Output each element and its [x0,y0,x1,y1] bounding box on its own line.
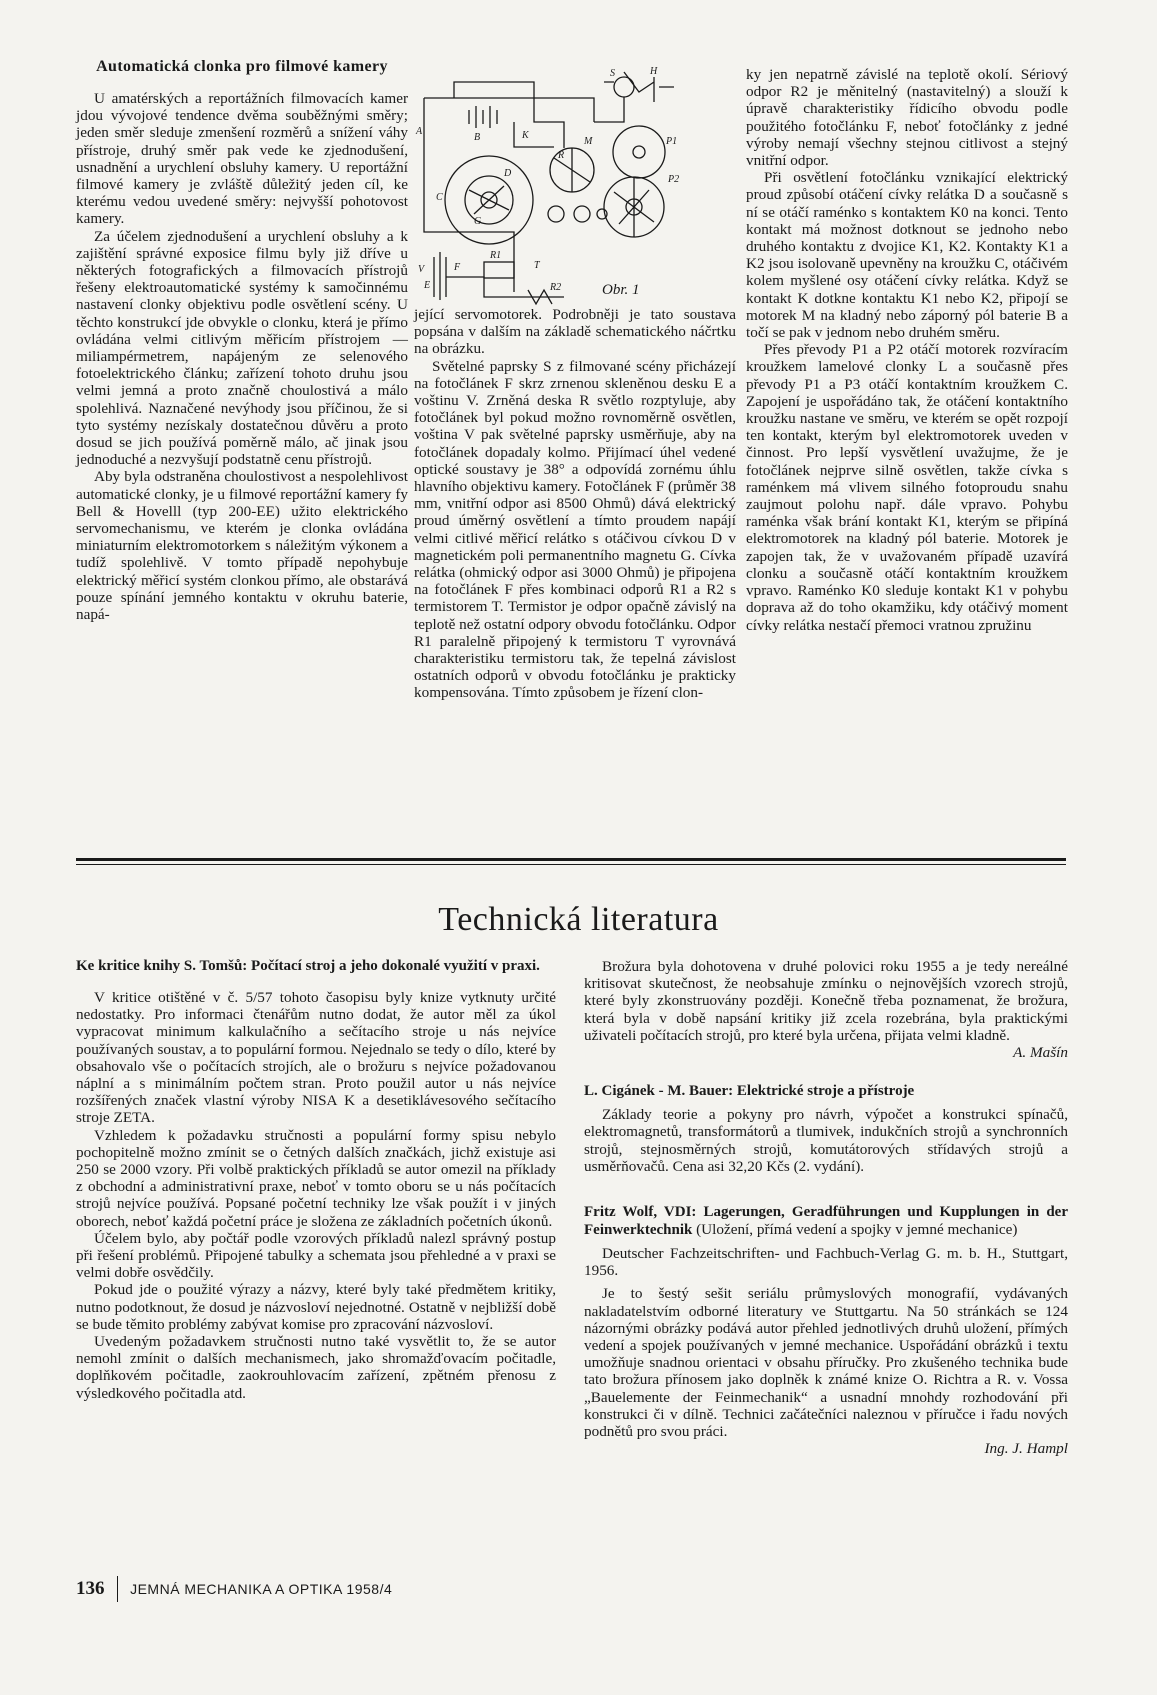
review-signature: Ing. J. Hampl [984,1440,1068,1458]
review-heading-note: (Uložení, přímá vedení a spojky v jemné mechanice) [692,1221,1018,1239]
review-paragraph: Uvedeným požadavkem stručnosti nutno také vysvětlit to, že se autor nemohl zmínit o dalších mechanismech, jako shromažďovacím počitadle, doplňkovém počitadle, zaokrouhlovacím zařízení, zpětném přenosu z výsledkového počitadla atd. [76,1333,556,1402]
review-heading: Ke kritice knihy S. Tomšů: Počítací stroj a jeho dokonalé využití v praxi. [76,958,540,974]
review-paragraph: Je to šestý sešit seriálu průmyslových monografií, vydávaných nakladatelstvím odborné literatury ve Stuttgartu. Na 50 stránkách se 124 názornými obrázky podává autor přehled jednotlivých druhů uložení, přímých vedení a spojek používaných v jemné mechanice. Uspořádání obrázků i textu umožňuje snadnou orientaci v obsahu příručky. Pro zkušeného technika bude tato brožura přínosem jako doplněk k známé knize O. Richtra a R. v. Vossa „Bauelemente der Feinmechanik“ a usnadní mnohdy rozhodování při konstrukci či v dílně. Technici začátečníci naleznou v příručce i řadu nových podnětů pro svou práci. [584,1285,1068,1441]
section-title: Technická literatura [438,901,719,938]
article-column-2 [414,306,736,702]
reviews-column-left [76,958,556,1402]
review-signature: A. Mašín [1013,1044,1068,1062]
article-paragraph: jející servomotorek. Podrobněji je tato soustava popsána v dalším na základě schematického náčrtku na obrázku. [414,306,736,358]
review-paragraph: Účelem bylo, aby počtář podle vzorových příkladů nalezl správný postup při řešení problémů. Připojené tabulky a schemata jsou přehledné a v praxi se velmi dobře osvědčily. [76,1229,556,1282]
review-heading: L. Cigánek - M. Bauer: Elektrické stroje a přístroje [584,1083,915,1100]
figure-label: B [474,132,481,143]
circuit-figure [414,62,736,306]
article-column-3 [746,66,1068,634]
figure-label: T [534,260,540,271]
figure-label: F [454,262,461,273]
article-title: Automatická clonka pro filmové kamery [96,58,388,75]
page-number: 136 [76,1578,105,1599]
figure-label: A [416,126,423,137]
figure-label: K [522,130,529,141]
figure-label: S [610,68,615,79]
figure-label: H [650,66,658,77]
review-heading: Fritz Wolf, VDI: Lagerungen, Geradführungen und Kupplungen in der Feinwerktechnik [584,1204,1068,1239]
figure-label: R [558,150,565,161]
figure-label: P2 [668,174,680,185]
review-paragraph: Vzhledem k požadavku stručnosti a populární formy spisu nebylo pochopitelně možno zmínit se o četných dalších značkách, jichž existuje asi 250 se 2000 vzory. Při volbě praktických příkladů se autor omezil na příklady z obchodní a administrativní praxe, neboť v tomto oboru se u nás počítacích strojů nejvíce používá. Popsané početní techniky lze však použít i v jiných oborech, neboť každá početní práce je složena ze základních početních úkonů. [76,1126,556,1230]
figure-label: C [436,192,443,203]
figure-label: E [424,280,431,291]
article-paragraph: Aby byla odstraněna choulostivost a nespolehlivost automatické clonky, je u filmové reportážní kamery fy Bell & Hovelll (typ 200-EE) užito elektrického servomechanismu, ve kterém je clonka ovládána miniaturním elektromotorkem s náležitým výkonem a tudíž spolehlivě. V tomto případě nepohybuje elektrický měřicí systém clonkou přímo, ale obstarává pouze spínání jemného kontaktu v okruhu baterie, napá- [76,468,408,624]
article-paragraph: ky jen nepatrně závislé na teplotě okolí. Sériový odpor R2 je měnitelný (nastavitelný) a slouží k úpravě charakteristiky řídicího obvodu podle použitého fotočlánku F, neboť fotočlánky z jedné výroby nemají všechny stejnou citlivost a stejný vnitřní odpor. [746,66,1068,170]
review-paragraph: V kritice otištěné v č. 5/57 tohoto časopisu byly knize vytknuty určité nedostatky. Pro informaci čtenářům nutno dodat, že autor měl za úkol vypracovat minimum kalkulačního a sečítacího stroje u nás nejvíce používaných soustav, a to populární formou. Nejednalo se tedy o dílo, které by obsahovalo vše o počítacích strojích, ale o brožuru s nejvíce požadovanou náplní a s minimálním počtem stran. Proto použil autor u nás nejvíce rozšířených značek vlastní výroby NISA K a desetiklávesového sečítacího stroje ZETA. [76,989,556,1127]
footer-separator [117,1576,119,1602]
article-column-1 [76,58,408,623]
figure-label: R2 [550,282,562,293]
page-footer [76,1576,392,1602]
review-paragraph: Pokud jde o použité výrazy a názvy, které byly také předmětem kritiky, nutno podotknout, že dosud je názvosloví nejednotné. Ostatně v nejbližší době se bude těmito problémy zabývat komise pro zpracování názvosloví. [76,1281,556,1333]
figure-label: D [504,168,512,179]
article-paragraph: Při osvětlení fotočlánku vznikající elektrický proud způsobí otáčení cívky relátka D a současně s ní se otáčí raménko s kontaktem K0 na konci. Tento kontakt má možnost dotknout se jednoho nebo druhého kontaktu z dvojice K1, K2. Kontakty K1 a K2 jsou isolovaně upevněny na kroužku C, otáčivém kolem myšlené osy otáčení cívky relátka. Když se kontakt K dotkne kontaktu K1 nebo K2, připojí se motorek M na kladný nebo záporný pól baterie B a točí se pak v jednom nebo druhém směru. [746,169,1068,342]
review-paragraph: Brožura byla dohotovena v druhé polovici roku 1955 a je tedy nereálné kritisovat skutečnost, že neobsahuje zmínku o nejnovějších vzorech strojů, které byly zkonstruovány později. Konečně třeba poznamenat, že brožura, která byla v době napsání kritiky již zcela rozebrána, byla praktickými uživateli počítacích strojů, pro které byla určena, přijata velmi kladně. [584,958,1068,1044]
figure-label: V [418,264,425,275]
section-divider-thick [76,858,1066,861]
figure-label: P1 [666,136,678,147]
article-paragraph: U amatérských a reportážních filmovacích kamer jdou vývojové tendence dvěma souběžnými směry; jeden směr sleduje zmenšení rozměrů a snížení váhy přístroje, druhý směr pak vede ke zjednodušení, usnadnění a urychlení obsluhy kamery. U reportážní filmové kamery je zvláště důležitý jeden cíl, ke kterému vedou uvedené směry: nejvyšší pohotovost kamery. [76,90,408,228]
figure-label: G [474,216,482,227]
review-paragraph: Základy teorie a pokyny pro návrh, výpočet a konstrukci spínačů, elektromagnetů, transformátorů a tlumivek, indukčních strojů a synchronních strojů, stejnosměrných strojů, komutátorových střídavých strojů a usměrňovačů. Cena asi 32,20 Kčs (2. vydání). [584,1106,1068,1175]
section-divider-thin [76,864,1066,865]
circuit-diagram [414,62,736,306]
article-paragraph: Za účelem zjednodušení a urychlení obsluhy a k zajištění správné exposice filmu byly již dříve u některých fotografických a filmovacích přístrojů řešeny elektroautomatické systémy k samočinnému nastavení clonky objektivu podle osvětlení scény. U těchto konstrukcí jde obvykle o clonku, která je přímo ovládána velmi citlivým měřicím přístrojem — miliampérmetrem, napájeným ze selenového fotoelektrického článku; zařízení tohoto druhu jsou velmi jemná a proto značně choulostivá a málo spolehlivá. Naznačené nevýhody jsou příčinou, že si tyto systémy nezískaly dostatečnou důvěru a proto dosud se jich používá poměrně málo, ač jinak jsou jednoduché a nezvyšují podstatně cenu přístrojů. [76,227,408,469]
reviews-column-right [584,958,1068,1457]
review-publisher: Deutscher Fachzeitschriften- und Fachbuch-Verlag G. m. b. H., Stuttgart, 1956. [584,1245,1068,1280]
figure-caption: Obr. 1 [602,282,640,298]
article-paragraph: Světelné paprsky S z filmované scény přicházejí na fotočlánek F skrz zrnenou skleněnou desku E a voštinu V. Zrněná deska R světlo rozptyluje, aby fotočlánek byl pokud možno rovnoměrně osvětlen, voština V pak světelné paprsky usměrňuje, aby na fotočlánek dopadaly kolmo. Přijímací úhel vedené optické soustavy je 38° a odpovídá zornému úhlu hlavního objektivu kamery. Fotočlánek F (průměr 38 mm, vnitřní odpor asi 8500 Ohmů) dává elektrický proud úměrný osvětlení a tímto proudem napájí velmi citlivé měřicí relátko s otáčivou cívkou D v magnetickém poli permanentního magnetu G. Cívka relátka (ohmický odpor asi 3000 Ohmů) je připojena na fotočlánek F přes kombinaci odporů R1 a R2 s termistorem T. Termistor je odpor opačně závislý na teplotě než ostatní odpory obvodu fotočlánku. Odpor R1 paralelně připojený k termistoru T vyrovnává charakteristiku termistoru tak, že tepelná závislost ostatních odporů v obvodu fotočlánku je prakticky kompensována. Tímto způsobem je řízení clon- [414,357,736,702]
article-paragraph: Přes převody P1 a P2 otáčí motorek rozvíracím kroužkem lamelové clonky L a současně přes převody P1 a P3 otáčí kontaktním kroužkem C. Zapojení je uspořádáno tak, že otáčení kontaktního kroužku nastane ve směru, ve kterém se opět rozpojí ten kontakt, kterým byl elektromotorek uveden v činnost. Pro lepší vysvětlení uvažujme, že je fotočlánek nejprve silně osvětlen, takže cívka s raménkem má vlivem silného fotoproudu snahu zaujmout polohu např. dále vpravo. Pohybu raménka však brání kontakt K1, kterým se připíná elektromotorek na kladný pól baterie. Motorek je zapojen tak, že v uvažovaném případě uzavírá clonku a současně otáčí kontaktním kroužkem vpravo. Raménko K0 sleduje kontakt K1 v pohybu doprava až do toho okamžiku, kdy otáčivý moment cívky relátka nestačí přemoci vratnou zpružinu [746,341,1068,634]
figure-label: M [584,136,593,147]
journal-name: JEMNÁ MECHANIKA A OPTIKA 1958/4 [130,1581,393,1597]
figure-label: R1 [490,250,502,261]
